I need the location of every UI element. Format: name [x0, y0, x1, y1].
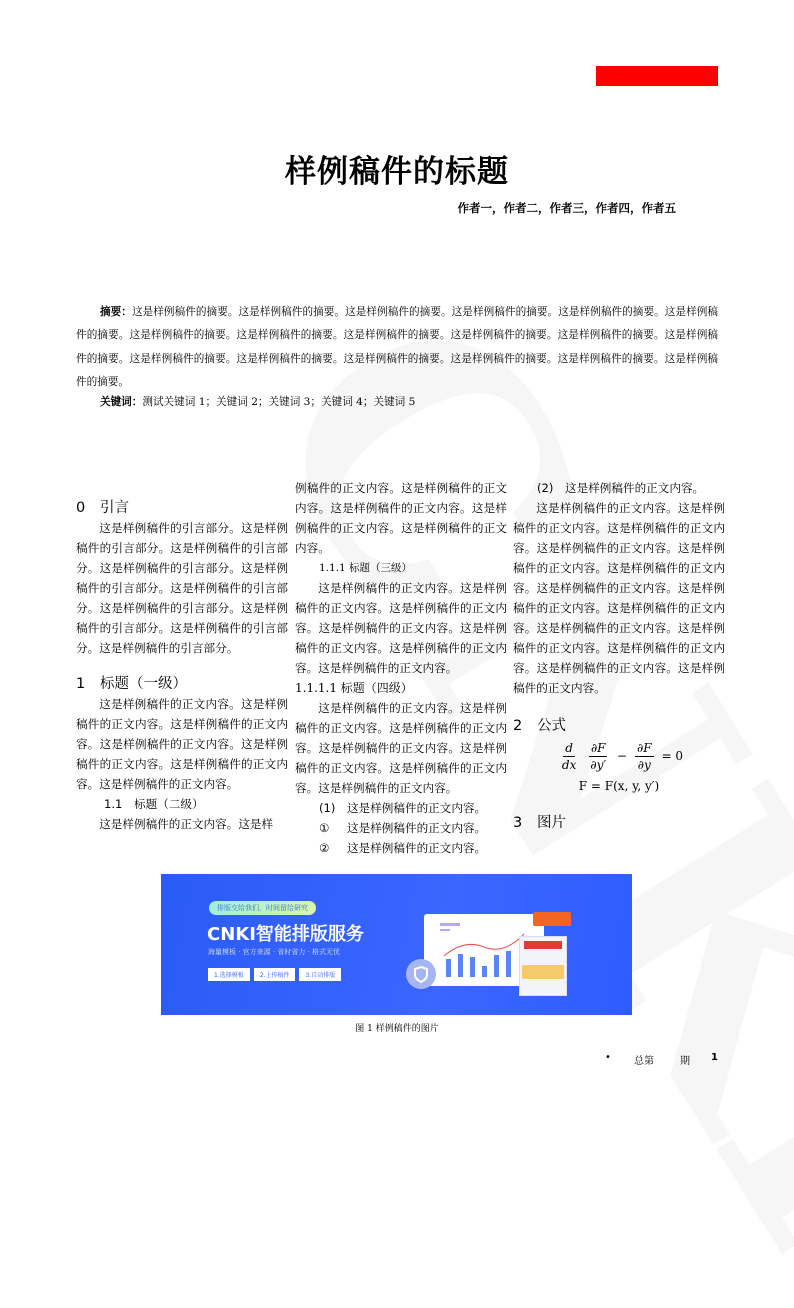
abstract [76, 301, 718, 395]
banner-headline: CNKI智能排版服务 [207, 924, 364, 945]
section-heading-1-1-1-1: 1.1.1.1 标题（四级） [295, 681, 413, 695]
section-body-1-1-1: 这是样例稿件的正文内容。这是样例稿件的正文内容。这是样例稿件的正文内容。这是样例稿件的正文内容。这是样例稿件的正文内容。这是样例稿件的正文内容。这是样例稿件的正文内容。 [295, 581, 507, 675]
column-3 [513, 478, 725, 833]
banner-subline: 海量模板 · 官方来源 · 省时省力 · 格式无忧 [208, 948, 341, 956]
page-number: 1 [711, 1052, 718, 1063]
document-illustration [519, 936, 567, 996]
banner-tagline: 排版交给我们，时间留给研究 [209, 901, 316, 915]
column-2 [295, 478, 507, 858]
list-item: ② 这是样例稿件的正文内容。 [319, 841, 487, 855]
section-body-1-1-1-1: 这是样例稿件的正文内容。这是样例稿件的正文内容。这是样例稿件的正文内容。这是样例稿件的正文内容。这是样例稿件的正文内容。这是样例稿件的正文内容。这是样例稿件的正文内容。 [295, 701, 507, 795]
keywords-text: 测试关键词 1；关键词 2；关键词 3；关键词 4；关键词 5 [142, 396, 416, 408]
footer-total: 总第 [634, 1056, 654, 1067]
section-body-1-1-cont: 例稿件的正文内容。这是样例稿件的正文内容。这是样例稿件的正文内容。这是样例稿件的正文内容。这是样例稿件的正文内容。 [295, 481, 507, 555]
column-1 [76, 498, 288, 834]
page-title: 样例稿件的标题 [285, 154, 509, 190]
figure-caption: 图 1 样例稿件的图片 [355, 1024, 439, 1034]
abstract-label: 摘要： [100, 306, 132, 318]
red-header-bar [596, 66, 718, 86]
banner-steps: 1.选择模板 2.上传稿件 3.自动排版 [208, 968, 341, 981]
section-body-1-1: 这是样例稿件的正文内容。这是样 [99, 817, 274, 831]
section-heading-3: 3 图片 [513, 815, 566, 831]
formula-2: F = F(x, y, y′) [578, 779, 660, 793]
section-heading-2: 2 公式 [513, 718, 566, 734]
figure-banner-image [161, 874, 632, 1015]
section-heading-0: 0 引言 [76, 500, 129, 516]
section-body-0: 这是样例稿件的引言部分。这是样例稿件的引言部分。这是样例稿件的引言部分。这是样例稿件的引言部分。这是样例稿件的引言部分。这是样例稿件的引言部分。这是样例稿件的引言部分。这是样例稿件的引言部分。这是样例稿件的引言部分。这是样例稿件的引言部分。 [76, 521, 288, 655]
authors: 作者一，作者二，作者三，作者四，作者五 [457, 201, 676, 215]
section-body-1: 这是样例稿件的正文内容。这是样例稿件的正文内容。这是样例稿件的正文内容。这是样例稿件的正文内容。这是样例稿件的正文内容。这是样例稿件的正文内容。这是样例稿件的正文内容。 [76, 697, 288, 791]
chat-bubble-icon [533, 912, 571, 926]
footer-bullet: • [605, 1052, 611, 1063]
formula-1: $\frac{d}{dx}$ $\frac{\partial F}{\partial y'}$ − $\frac{\partial F}{\partial y}$ = 0 [561, 741, 684, 772]
list-item: (2) 这是样例稿件的正文内容。 [537, 481, 705, 495]
list-item: (1) 这是样例稿件的正文内容。 [319, 801, 487, 815]
shield-icon [406, 959, 436, 989]
section-heading-1-1: 1.1 标题（二级） [104, 797, 204, 811]
keywords-label: 关键词： [100, 396, 143, 408]
abstract-text: 这是样例稿件的摘要。这是样例稿件的摘要。这是样例稿件的摘要。这是样例稿件的摘要。这是样例稿件的摘要。这是样例稿件的摘要。这是样例稿件的摘要。这是样例稿件的摘要。这是样例稿件的摘要。这是样例稿件的摘要。这是样例稿件的摘要。这是样例稿件的摘要。这是样例稿件的摘要。这是样例稿件的摘要。这是样例稿件的摘要。这是样例稿件的摘要。这是样例稿件的摘要。这是样例稿件的摘要。 [76, 306, 718, 389]
keywords [100, 394, 415, 409]
section-heading-1-1-1: 1.1.1 标题（三级） [319, 562, 413, 574]
list-item: ① 这是样例稿件的正文内容。 [319, 821, 487, 835]
section-body-cont: 这是样例稿件的正文内容。这是样例稿件的正文内容。这是样例稿件的正文内容。这是样例稿件的正文内容。这是样例稿件的正文内容。这是样例稿件的正文内容。这是样例稿件的正文内容。这是样例稿件的正文内容。这是样例稿件的正文内容。这是样例稿件的正文内容。这是样例稿件的正文内容。这是样例稿件的正文内容。这是样例稿件的正文内容。这是样例稿件的正文内容。 [513, 501, 725, 695]
section-heading-1: 1 标题（一级） [76, 676, 187, 692]
footer-issue: 期 [680, 1056, 690, 1067]
